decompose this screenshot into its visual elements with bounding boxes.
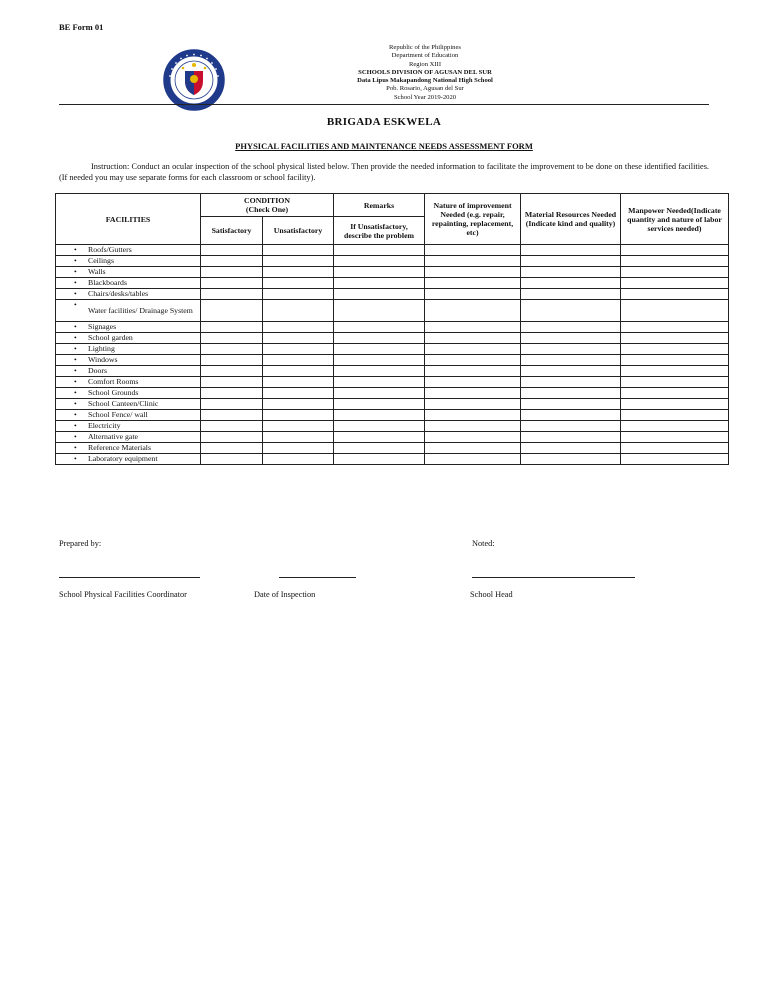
facility-name: Blackboards [88,278,127,287]
satisfactory-cell[interactable] [201,322,263,333]
material-cell[interactable] [521,421,621,432]
unsatisfactory-cell[interactable] [263,366,334,377]
header-condition-label: CONDITION [244,196,290,205]
facility-cell [56,322,201,333]
unsatisfactory-cell[interactable] [263,410,334,421]
unsatisfactory-cell[interactable] [263,355,334,366]
satisfactory-cell[interactable] [201,267,263,278]
satisfactory-cell[interactable] [201,399,263,410]
facility-cell [56,344,201,355]
facility-cell [56,366,201,377]
facility-name: Roofs/Gutters [88,245,132,254]
satisfactory-cell[interactable] [201,377,263,388]
facility-cell [56,256,201,267]
header-republic: Republic of the Philippines [389,44,461,51]
facility-cell [56,245,201,256]
facility-name: School Canteen/Clinic [88,399,159,408]
nature-cell[interactable] [425,432,521,443]
manpower-cell[interactable] [621,333,729,344]
satisfactory-cell[interactable] [201,388,263,399]
coordinator-label: School Physical Facilities Coordinator [59,590,187,599]
facility-name: Water facilities/ Drainage System [88,305,193,315]
facility-name: Windows [88,355,118,364]
bullet-icon: • [74,344,77,353]
header-unsatisfactory: Unsatisfactory [263,217,334,245]
assessment-table [55,193,729,465]
unsatisfactory-cell[interactable] [263,333,334,344]
head-label: School Head [470,590,513,599]
bullet-icon: • [74,300,77,309]
header-satisfactory: Satisfactory [201,217,263,245]
table-row [56,454,729,465]
bullet-icon: • [74,443,77,452]
satisfactory-cell[interactable] [201,245,263,256]
bullet-icon: • [74,410,77,419]
header-address: Pob. Rosario, Agusan del Sur [386,85,464,93]
unsatisfactory-cell[interactable] [263,432,334,443]
header-remarks: Remarks [334,194,425,217]
facility-name: Reference Materials [88,443,151,452]
manpower-cell[interactable] [621,344,729,355]
facility-cell [56,377,201,388]
manpower-cell[interactable] [621,278,729,289]
unsatisfactory-cell[interactable] [263,388,334,399]
facility-name: Alternative gate [88,432,139,441]
remarks-cell[interactable] [334,333,425,344]
manpower-cell[interactable] [621,355,729,366]
table-row [56,278,729,289]
agency-header [280,44,570,102]
facility-name: Comfort Rooms [88,377,139,386]
table-row [56,355,729,366]
table-row [56,443,729,454]
form-subtitle: PHYSICAL FACILITIES AND MAINTENANCE NEEDS ASSESSMENT FORM [235,141,533,151]
bullet-icon: • [74,377,77,386]
remarks-cell[interactable] [334,256,425,267]
header-condition-sub: (Check One) [245,205,289,214]
manpower-cell[interactable] [621,454,729,465]
facility-cell [56,300,201,322]
satisfactory-cell[interactable] [201,278,263,289]
unsatisfactory-cell[interactable] [263,454,334,465]
table-row [56,432,729,443]
facility-cell [56,443,201,454]
nature-cell[interactable] [425,388,521,399]
header-facilities: FACILITIES [56,194,201,245]
satisfactory-cell[interactable] [201,454,263,465]
facility-cell [56,355,201,366]
manpower-cell[interactable] [621,267,729,278]
instruction-text: Instruction: Conduct an ocular inspection of the school physical listed below. Then provide the needed information to facilitate the improvement to be done on these identified facilities. (If needed you may use separate forms for each classroom or school facility). [59,162,709,182]
table-row [56,267,729,278]
satisfactory-cell[interactable] [201,443,263,454]
facility-name: Signages [88,322,117,331]
bullet-icon: • [74,355,77,364]
bullet-icon: • [74,399,77,408]
nature-cell[interactable] [425,333,521,344]
material-cell[interactable] [521,300,621,322]
nature-cell[interactable] [425,256,521,267]
unsatisfactory-cell[interactable] [263,344,334,355]
noted-label: Noted: [472,539,495,548]
unsatisfactory-cell[interactable] [263,377,334,388]
unsatisfactory-cell[interactable] [263,443,334,454]
header-remarks-sub: If Unsatisfactory, describe the problem [334,217,425,245]
table-row [56,256,729,267]
remarks-cell[interactable] [334,322,425,333]
header-school-name: Data Lipus Makapandong National High School [357,77,493,85]
nature-cell[interactable] [425,443,521,454]
facility-cell [56,333,201,344]
manpower-cell[interactable] [621,300,729,322]
facility-name: Chairs/desks/tables [88,289,149,298]
nature-cell[interactable] [425,355,521,366]
prepared-by-label: Prepared by: [59,539,102,548]
header-material: Material Resources Needed (Indicate kind and quality) [521,194,621,245]
header-divider [59,104,709,105]
manpower-cell[interactable] [621,421,729,432]
satisfactory-cell[interactable] [201,333,263,344]
nature-cell[interactable] [425,454,521,465]
coordinator-signature-line[interactable] [59,577,200,578]
form-code: BE Form 01 [59,22,104,32]
facility-cell [56,278,201,289]
table-row [56,344,729,355]
table-row [56,289,729,300]
satisfactory-cell[interactable] [201,344,263,355]
table-row [56,388,729,399]
head-signature-line[interactable] [472,577,635,578]
unsatisfactory-cell[interactable] [263,245,334,256]
remarks-cell[interactable] [334,289,425,300]
material-cell[interactable] [521,267,621,278]
remarks-cell[interactable] [334,245,425,256]
remarks-cell[interactable] [334,377,425,388]
facility-name: School garden [88,333,133,342]
date-signature-line[interactable] [279,577,356,578]
remarks-cell[interactable] [334,278,425,289]
remarks-cell[interactable] [334,410,425,421]
manpower-cell[interactable] [621,256,729,267]
material-cell[interactable] [521,322,621,333]
bullet-icon: • [74,245,77,254]
satisfactory-cell[interactable] [201,355,263,366]
material-cell[interactable] [521,399,621,410]
remarks-cell[interactable] [334,388,425,399]
remarks-cell[interactable] [334,443,425,454]
remarks-cell[interactable] [334,366,425,377]
form-title: BRIGADA ESKWELA [326,116,442,128]
deped-seal-logo [163,49,225,111]
material-cell[interactable] [521,333,621,344]
material-cell[interactable] [521,377,621,388]
nature-cell[interactable] [425,267,521,278]
header-region: Region XIII [408,60,442,68]
material-cell[interactable] [521,366,621,377]
manpower-cell[interactable] [621,366,729,377]
material-cell[interactable] [521,256,621,267]
facility-cell [56,454,201,465]
nature-cell[interactable] [425,377,521,388]
manpower-cell[interactable] [621,443,729,454]
table-row [56,421,729,432]
unsatisfactory-cell[interactable] [263,399,334,410]
header-condition [201,194,334,217]
facility-name: Lighting [88,344,115,353]
material-cell[interactable] [521,388,621,399]
material-cell[interactable] [521,289,621,300]
remarks-cell[interactable] [334,421,425,432]
table-row [56,333,729,344]
material-cell[interactable] [521,278,621,289]
table-row [56,300,729,322]
remarks-cell[interactable] [334,454,425,465]
nature-cell[interactable] [425,322,521,333]
table-row [56,245,729,256]
nature-cell[interactable] [425,289,521,300]
header-school-year: School Year 2019-2020 [393,93,457,101]
bullet-icon: • [74,267,77,276]
facility-cell [56,399,201,410]
table-row [56,377,729,388]
facility-name: Laboratory equipment [88,454,158,463]
bullet-icon: • [74,278,77,287]
nature-cell[interactable] [425,399,521,410]
unsatisfactory-cell[interactable] [263,278,334,289]
header-department: Department of Education [391,52,459,60]
nature-cell[interactable] [425,278,521,289]
remarks-cell[interactable] [334,399,425,410]
manpower-cell[interactable] [621,289,729,300]
bullet-icon: • [74,289,77,298]
bullet-icon: • [74,421,77,430]
bullet-icon: • [74,333,77,342]
facility-cell [56,421,201,432]
facility-cell [56,289,201,300]
satisfactory-cell[interactable] [201,366,263,377]
facility-name: Walls [88,267,106,276]
facility-name: Electricity [88,421,121,430]
unsatisfactory-cell[interactable] [263,322,334,333]
material-cell[interactable] [521,410,621,421]
facility-name: Doors [88,366,108,375]
nature-cell[interactable] [425,366,521,377]
remarks-cell[interactable] [334,432,425,443]
header-manpower: Manpower Needed(Indicate quantity and nature of labor services needed) [621,194,729,245]
facility-cell [56,410,201,421]
manpower-cell[interactable] [621,410,729,421]
manpower-cell[interactable] [621,432,729,443]
manpower-cell[interactable] [621,377,729,388]
bullet-icon: • [74,388,77,397]
satisfactory-cell[interactable] [201,289,263,300]
unsatisfactory-cell[interactable] [263,267,334,278]
remarks-cell[interactable] [334,344,425,355]
remarks-cell[interactable] [334,267,425,278]
facility-cell [56,267,201,278]
manpower-cell[interactable] [621,388,729,399]
bullet-icon: • [74,454,77,463]
nature-cell[interactable] [425,421,521,432]
facility-name: School Fence/ wall [88,410,148,419]
satisfactory-cell[interactable] [201,300,263,322]
satisfactory-cell[interactable] [201,256,263,267]
header-division: SCHOOLS DIVISION OF AGUSAN DEL SUR [358,68,492,76]
unsatisfactory-cell[interactable] [263,300,334,322]
material-cell[interactable] [521,432,621,443]
satisfactory-cell[interactable] [201,410,263,421]
table-row [56,399,729,410]
material-cell[interactable] [521,344,621,355]
unsatisfactory-cell[interactable] [263,256,334,267]
facility-cell [56,432,201,443]
bullet-icon: • [74,322,77,331]
nature-cell[interactable] [425,410,521,421]
satisfactory-cell[interactable] [201,432,263,443]
bullet-icon: • [74,432,77,441]
remarks-cell[interactable] [334,300,425,322]
manpower-cell[interactable] [621,245,729,256]
material-cell[interactable] [521,443,621,454]
nature-cell[interactable] [425,344,521,355]
nature-cell[interactable] [425,245,521,256]
table-row [56,410,729,421]
facility-name: School Grounds [88,388,139,397]
manpower-cell[interactable] [621,322,729,333]
nature-cell[interactable] [425,300,521,322]
unsatisfactory-cell[interactable] [263,421,334,432]
bullet-icon: • [74,256,77,265]
material-cell[interactable] [521,454,621,465]
material-cell[interactable] [521,355,621,366]
facility-cell [56,388,201,399]
material-cell[interactable] [521,245,621,256]
satisfactory-cell[interactable] [201,421,263,432]
remarks-cell[interactable] [334,355,425,366]
facility-name: Ceilings [88,256,114,265]
header-nature: Nature of improvement Needed (e.g. repair, repainting, replacement, etc) [425,194,521,245]
table-row [56,366,729,377]
bullet-icon: • [74,366,77,375]
table-row [56,322,729,333]
unsatisfactory-cell[interactable] [263,289,334,300]
date-label: Date of Inspection [254,590,316,599]
manpower-cell[interactable] [621,399,729,410]
